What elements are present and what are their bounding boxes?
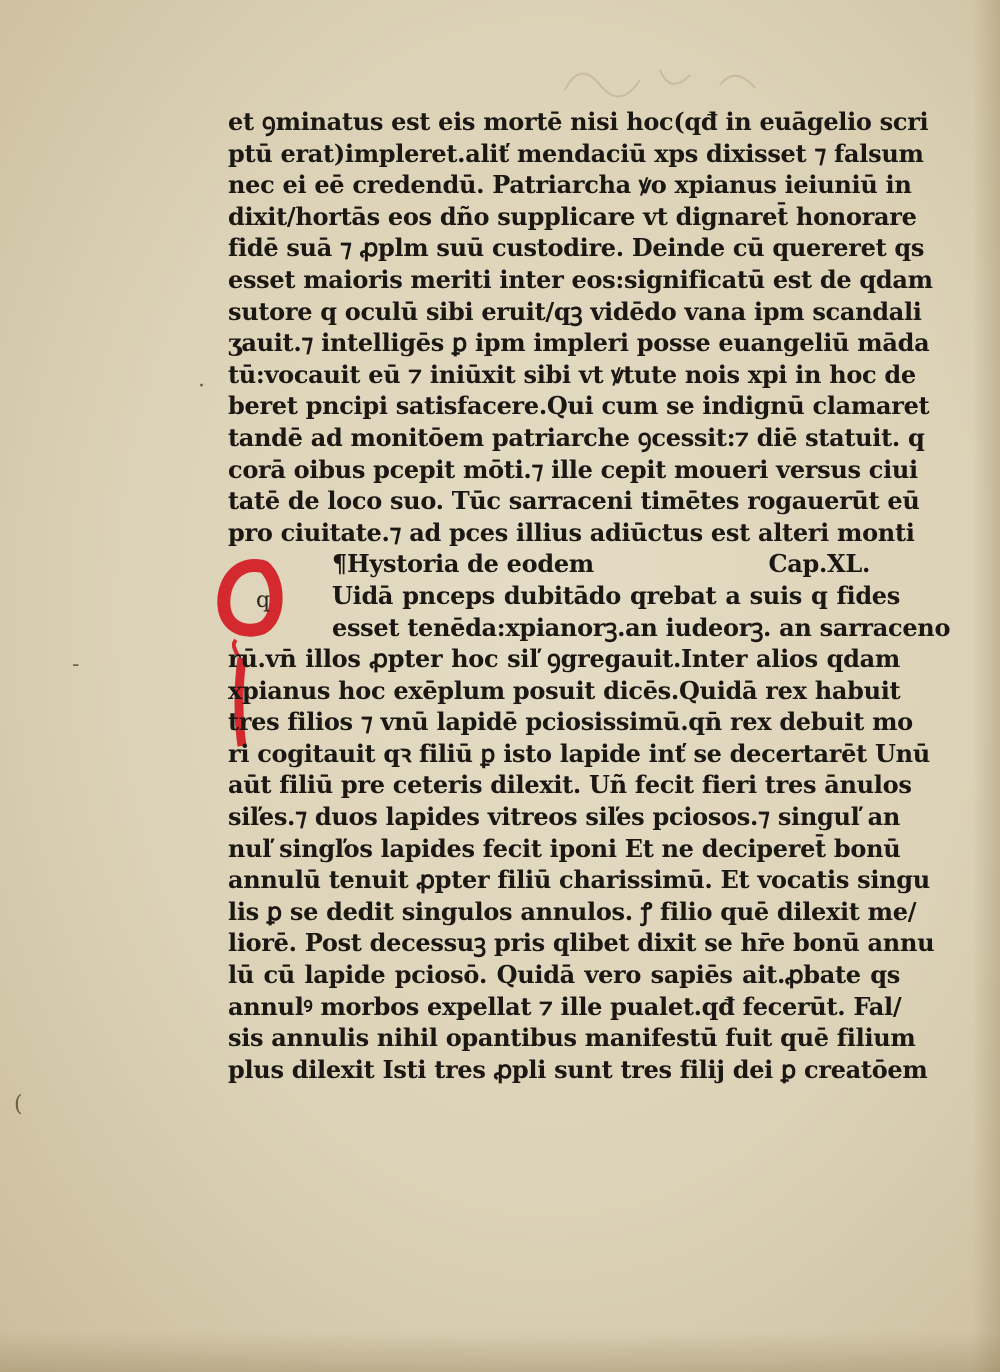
margin-mark-left-2: - [72,652,80,677]
text-line: ri cogitauit qꝛ filiū ꝑ isto lapide inť se decertarēt Unū [228,738,930,768]
text-line: esset maioris meriti inter eos:significatū est de qdam [228,264,933,294]
text-line: ptū erat)impleret.aliť mendaciū xps dixisset ⁊ falsum [228,138,924,168]
text-line: siľes.⁊ duos lapides vitreos siľes pciosos.⁊ singuľ an [228,802,900,832]
text-line: rū.vn̄ illos ꝓpter hoc siľ ꝯgregauit.Inter alios qdam [228,644,900,674]
chapter-heading-number: Cap.XL. [768,549,870,579]
text-line: et ꝯminatus est eis mortē nisi hoc(qđ in euāgelio scri [228,107,929,136]
text-line: beret pncipi satisfacere.Qui cum se indignū clamaret [228,391,930,421]
guide-letter: q [256,588,271,613]
margin-mark-left-3: ( [14,1092,23,1117]
text-line: nuľ singľos lapides fecit iponi Et ne deciperet̄ bonū [228,833,901,863]
text-line: sis annulis nihil opantibus manifestū fuit quē filium [228,1023,916,1053]
text-line: pro ciuitate.⁊ ad pces illius adiūctus est alteri monti [228,517,915,547]
text-line: annulū tenuit ꝓpter filiū charissimū. Et vocatis singu [228,865,930,895]
text-line: sutore q oculū sibi eruit/qꝫ vidēdo vana ipm scandali [228,296,922,326]
text-line: lū cū lapide pciosō. Quidā vero sapiēs ait.ꝓbate qs [228,960,900,990]
faint-ink-trace [560,50,800,110]
text-line: aūt filiū pre ceteris dilexit. Uñ fecit fieri tres ānulos [228,770,912,800]
text-line: ʒauit.⁊ intelligēs ꝑ ipm impleri posse euangeliū māda [228,328,930,358]
text-line: lis ꝑ se dedit singulos annulos. ꝭ filio quē dilexit me/ [228,896,917,926]
text-line: fidē suā ⁊ ꝓplm suū custodire. Deinde cū quereret qs [228,233,925,263]
text-line: annulꝰ morbos expellat ⁊ ille pualet.qđ fecerūt. Fal/ [228,991,902,1021]
text-line-indented: esset tenēda:xpianorꝫ.an iudeorꝫ. an sarraceno [332,612,951,642]
text-line: xpianus hoc exēplum posuit dicēs.Quidā rex habuit [228,675,901,705]
page-edge-shadow-bottom [0,1332,1000,1372]
margin-mark-left-1: · [198,374,205,399]
text-line: dixit/hortās eos dño supplicare vt dignaret̄ honorare [228,201,917,231]
text-line: corā oibus pcepit mōti.⁊ ille cepit moueri versus ciui [228,454,918,484]
page-edge-shadow-right [972,0,1000,1372]
text-line: nec ei eē credendū. Patriarcha ꝟo xpianus ieiuniū in [228,170,912,200]
text-line: plus dilexit Isti tres ꝓpli sunt tres filij dei ꝑ creatōem [228,1054,928,1084]
chapter-heading [228,548,900,580]
text-line: liorē. Post decessuꝫ pris qlibet dixit se hr̄e bonū annu [228,928,935,958]
text-line: tres filios ⁊ vnū lapidē pciosissimū.qn̄ rex debuit mo [228,707,913,737]
text-line: tatē de loco suo. Tūc sarraceni timētes rogauerūt eū [228,486,920,516]
text-line: tandē ad monitōem patriarche ꝯcessit:⁊ diē statuit. q [228,422,925,452]
text-line: tū:vocauit eū ⁊ iniūxit sibi vt ꝟtute nois xpi in hoc de [228,359,916,389]
text-line-indented: Uidā pnceps dubitādo qrebat a suis q fides [332,580,900,610]
chapter-heading-title: ¶Hystoria de eodem [332,549,594,579]
text-column [228,106,951,1085]
